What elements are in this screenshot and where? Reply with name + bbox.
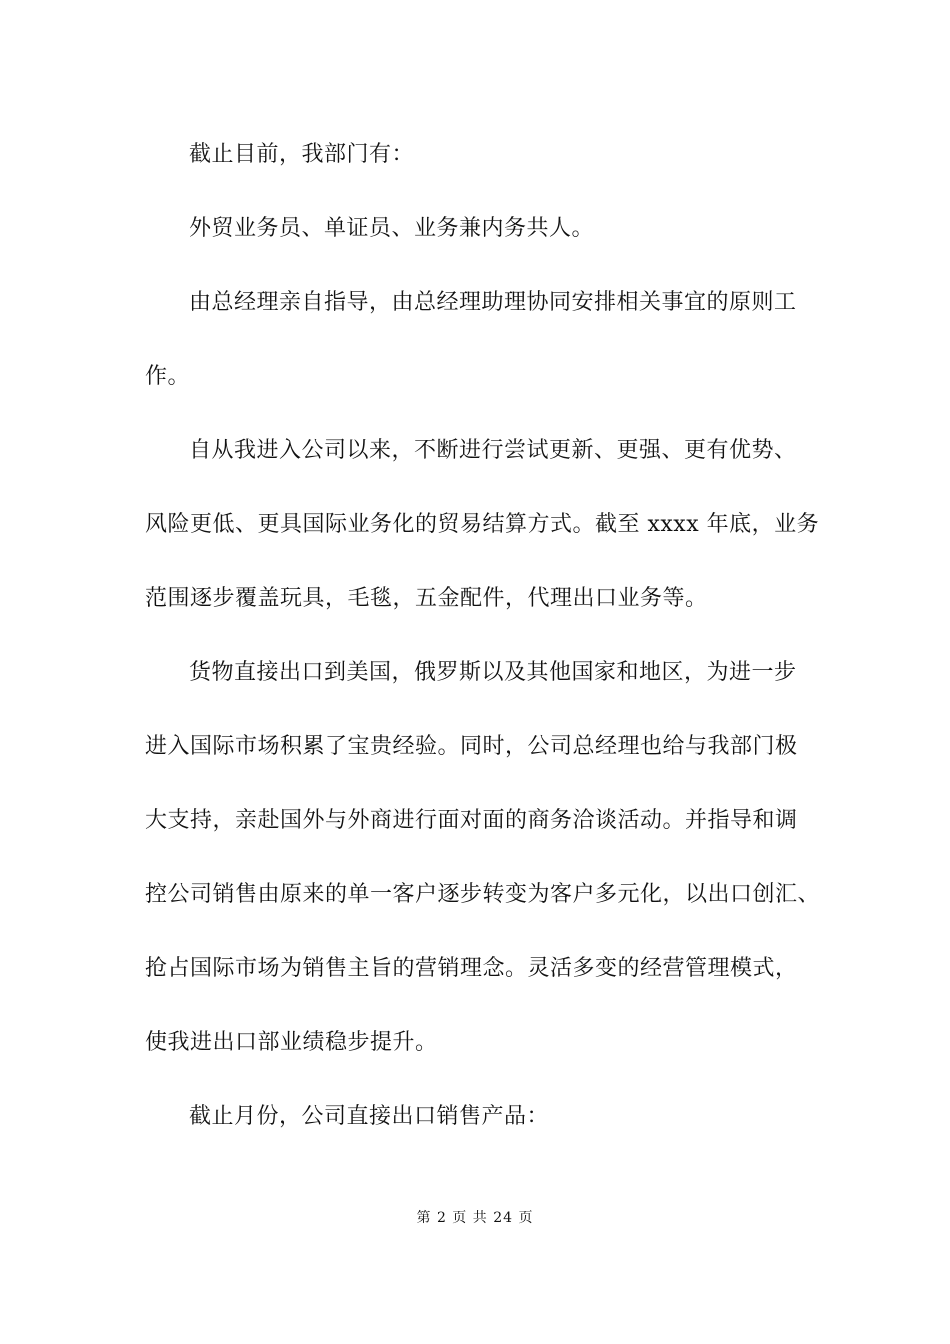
- page-number-footer: 第 2 页 共 24 页: [416, 1210, 534, 1226]
- paragraph-line-14: 截止月份，公司直接出口销售产品：: [189, 1104, 550, 1129]
- paragraph-line-2: 外贸业务员、单证员、业务兼内务共人。: [189, 216, 595, 241]
- paragraph-line-11: 控公司销售由原来的单一客户逐步转变为客户多元化，以出口创汇、: [145, 882, 821, 907]
- paragraph-line-6: 风险更低、更具国际业务化的贸易结算方式。截至 xxxx 年底，业务: [145, 512, 820, 537]
- paragraph-line-12: 抢占国际市场为销售主旨的营销理念。灵活多变的经营管理模式，: [145, 956, 798, 981]
- paragraph-line-13: 使我进出口部业绩稳步提升。: [145, 1030, 438, 1055]
- paragraph-line-10: 大支持，亲赴国外与外商进行面对面的商务洽谈活动。并指导和调: [145, 808, 798, 833]
- paragraph-line-1: 截止目前，我部门有：: [189, 142, 415, 167]
- paragraph-line-8: 货物直接出口到美国，俄罗斯以及其他国家和地区，为进一步: [189, 660, 797, 685]
- paragraph-line-4: 作。: [145, 364, 191, 389]
- paragraph-line-9: 进入国际市场积累了宝贵经验。同时，公司总经理也给与我部门极: [145, 734, 798, 759]
- paragraph-line-7: 范围逐步覆盖玩具，毛毯，五金配件，代理出口业务等。: [145, 586, 708, 611]
- paragraph-line-5: 自从我进入公司以来，不断进行尝试更新、更强、更有优势、: [189, 438, 797, 463]
- paragraph-line-3: 由总经理亲自指导，由总经理助理协同安排相关事宜的原则工: [189, 290, 797, 315]
